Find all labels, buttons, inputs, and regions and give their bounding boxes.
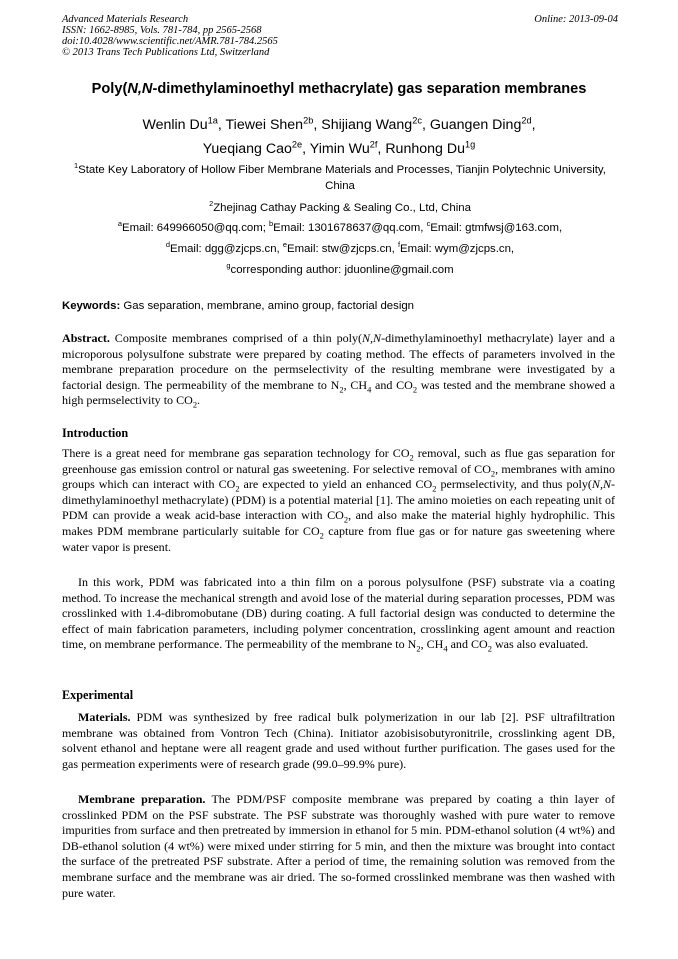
materials-paragraph xyxy=(62,710,615,772)
email-text: Email: dgg@zjcps.cn, xyxy=(170,243,283,255)
email-text: Email: stw@zjcps.cn, xyxy=(287,243,398,255)
section-heading-experimental: Experimental xyxy=(62,688,134,702)
author-name: Yimin Wu xyxy=(309,141,370,157)
subscript: 2 xyxy=(432,483,437,494)
membrane-preparation-paragraph xyxy=(62,792,615,901)
affiliation-text: State Key Laboratory of Hollow Fiber Membrane Materials and Processes, Tianjin Polytechnic University, China xyxy=(78,164,606,192)
text-run: -dimethylaminoethyl methacrylate) layer and a microporous polysulfone substrate were prepared by coating method. The effects of parameters involved in the membrane preparation procedure on the permselectivity of the resulting membrane were investigated by a factorial design. The permeability of the membrane to N xyxy=(62,331,615,392)
author-sup: 2f xyxy=(369,139,378,150)
subscript: 2 xyxy=(487,643,492,654)
text-run: , CH xyxy=(343,377,368,392)
text-run: . xyxy=(197,393,201,408)
journal-issn: ISSN: 1662-8985, Vols. 781-784, pp 2565-2568 xyxy=(62,25,262,36)
author-sep: , xyxy=(313,117,322,133)
author-sup: 2d xyxy=(521,115,532,126)
section-heading-introduction: Introduction xyxy=(62,426,129,440)
author-sup: 1g xyxy=(464,139,476,150)
email-sup: f xyxy=(397,240,400,250)
keywords-text: Gas separation, membrane, amino group, factorial design xyxy=(120,300,415,312)
subscript: 2 xyxy=(339,384,344,395)
author-sup: 2b xyxy=(303,115,314,126)
paper-title xyxy=(40,81,638,97)
author-line-1 xyxy=(40,113,638,137)
journal-header xyxy=(62,14,618,58)
corresponding-author: corresponding author: jduonline@gmail.com xyxy=(230,264,454,276)
author-sup: 1a xyxy=(207,115,218,126)
email-line-3 xyxy=(62,263,618,279)
author-sep: , xyxy=(217,117,226,133)
italic-run: N,N xyxy=(591,477,611,492)
affiliation-1 xyxy=(62,163,618,194)
author-line-2 xyxy=(40,137,638,161)
title-text: -dimethylaminoethyl methacrylate) gas separation membranes xyxy=(152,81,587,97)
abstract xyxy=(62,331,615,409)
affiliation-text: Zhejinag Cathay Packing & Sealing Co., Ltd, China xyxy=(213,202,471,214)
email-text: Email: 649966050@qq.com; xyxy=(121,222,270,234)
text-run: are expected to yield an enhanced CO xyxy=(239,477,433,492)
email-line-1 xyxy=(62,221,618,237)
journal-doi: doi:10.4028/www.scientific.net/AMR.781-784.2565 xyxy=(62,36,278,47)
journal-name: Advanced Materials Research xyxy=(62,14,189,25)
subscript: 2 xyxy=(412,384,418,395)
email-text: Email: 1301678637@qq.com, xyxy=(273,222,427,234)
author-sep: , xyxy=(302,141,310,157)
title-text: Poly( xyxy=(91,81,128,97)
text-run: permselectivity, and thus poly( xyxy=(436,477,592,492)
email-sup: b xyxy=(269,219,274,229)
email-sup: e xyxy=(282,240,287,250)
keywords-label: Keywords: xyxy=(62,300,121,312)
keywords xyxy=(62,300,622,312)
abstract-label: Abstract. xyxy=(62,331,110,345)
affiliation-sup: 1 xyxy=(74,161,79,171)
text-run: -dimethylaminoethyl methacrylate) (PDM) is a potential material [1]. The amino moieties on each repeating unit of PDM can provide a weak acid-base interaction with CO xyxy=(62,477,616,523)
email-sup: d xyxy=(165,240,171,250)
author-name: Runhong Du xyxy=(385,141,465,157)
text-run: The PDM/PSF composite membrane was prepared by coating a thin layer of crosslinked PDM on the PSF substrate. The PSF substrate was thoroughly washed with pure water to remove impurities from surface and then pretreated by immersion in ethanol for 5 min. PDM-ethanol solution (4 wt%) and DB-ethanol solution (4 wt%) were mixed under stirring for 5 min, and then the mixture was brought into contact the surface of the pretreated PSF substrate. After a period of time, the remaining solution was removed from the membrane surface and the membrane was air dried. The so-formed crosslinked membrane was then washed with pure water. xyxy=(62,792,615,900)
journal-copyright: © 2013 Trans Tech Publications Ltd, Switzerland xyxy=(62,47,270,58)
author-sep: , xyxy=(377,141,386,157)
intro-paragraph-2 xyxy=(62,575,615,653)
text-run: , membranes with amino groups which can interact with CO xyxy=(62,461,615,492)
text-run: and CO xyxy=(447,637,488,652)
author-name: Shijiang Wang xyxy=(321,117,413,133)
materials-label: Materials. xyxy=(78,710,131,724)
online-date: Online: 2013-09-04 xyxy=(534,14,618,25)
text-run: and CO xyxy=(371,377,413,392)
email-sup: c xyxy=(426,219,431,229)
text-run: was tested and the membrane showed a high permselectivity to CO xyxy=(62,377,615,408)
intro-paragraph-1 xyxy=(62,446,615,555)
text-run: was also evaluated. xyxy=(491,637,589,652)
affiliation-2 xyxy=(62,201,618,217)
email-line-2 xyxy=(62,242,618,258)
email-text: Email: wym@zjcps.cn, xyxy=(400,243,515,255)
text-run: removal, such as flue gas separation for greenhouse gas emission control or natural gas sweetening. For selective removal of CO xyxy=(62,446,615,476)
text-run: , and also make the material highly hydrophilic. This makes PDM membrane particularly suitable for CO xyxy=(62,508,615,538)
author-sep: , xyxy=(421,117,430,133)
subscript: 2 xyxy=(416,643,421,654)
author-list xyxy=(40,113,638,161)
text-run: capture from flue gas or for nature gas sweetening where water vapor is present. xyxy=(62,523,615,554)
italic-run: N,N xyxy=(362,331,382,345)
author-name: Wenlin Du xyxy=(142,117,208,133)
email-sup: g xyxy=(226,261,231,271)
subscript: 4 xyxy=(443,643,448,654)
author-sup: 2c xyxy=(412,115,422,126)
subscript: 2 xyxy=(192,399,198,410)
affiliation-sup: 2 xyxy=(209,199,214,209)
author-name: Yueqiang Cao xyxy=(202,141,292,157)
author-sep: , xyxy=(531,117,536,133)
text-run: , CH xyxy=(420,637,444,652)
subscript: 2 xyxy=(235,483,240,494)
author-sup: 2e xyxy=(291,139,303,150)
author-name: Guangen Ding xyxy=(429,117,522,133)
author-name: Tiewei Shen xyxy=(225,117,304,133)
title-italic: N,N xyxy=(127,81,153,97)
subscript: 2 xyxy=(343,514,349,525)
text-run: There is a great need for membrane gas separation technology for CO xyxy=(62,446,410,460)
subscript: 2 xyxy=(319,530,324,541)
email-text: Email: gtmfwsj@163.com, xyxy=(430,222,563,234)
email-sup: a xyxy=(117,219,122,229)
subscript: 2 xyxy=(409,452,414,463)
subscript: 4 xyxy=(367,384,372,395)
subscript: 2 xyxy=(490,468,496,478)
text-run: PDM was synthesized by free radical bulk polymerization in our lab [2]. PSF ultrafiltration membrane was obtained from Vontron Tech (China). Initiator azobisisobutyronitrile, crosslinking agent DB, solvent ethanol and heptane were all reagent grade and used without further purification. The gases used for the gas permeation experiments were of research grade (99.0–99.9% pure). xyxy=(62,710,615,771)
text-run: Composite membranes comprised of a thin poly( xyxy=(109,331,362,345)
membrane-preparation-label: Membrane preparation. xyxy=(78,792,206,806)
text-run: In this work, PDM was fabricated into a thin film on a porous polysulfone (PSF) substrate via a coating method. To increase the mechanical strength and avoid lose of the material during separation processes, PDM was crosslinked with 1.4-dibromobutane (DB) during coating. A full factorial design was conducted to determine the effect of main fabrication parameters, including polymer concentration, crosslinking agent amount and reaction time, on membrane performance. The permeability of the membrane to N xyxy=(62,575,615,652)
